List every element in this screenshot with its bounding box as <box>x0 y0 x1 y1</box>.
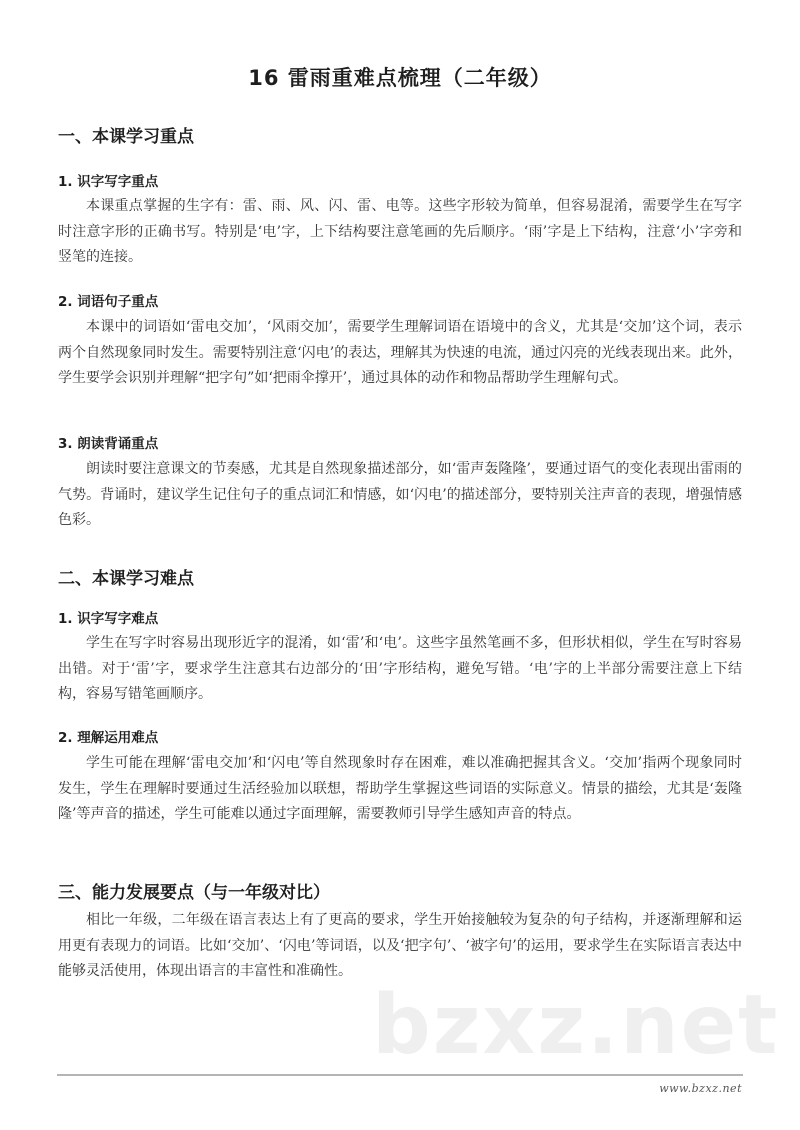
footer-url: www.bzxz.net <box>659 1082 742 1095</box>
document-title: 16 雷雨重难点梳理（二年级） <box>248 66 552 90</box>
paragraph-ability-development: 相比一年级，二年级在语言表达上有了更高的要求，学生开始接触较为复杂的句子结构，并逐渐理解和运用更有表现力的词语。比如‘交加’、‘闪电’等词语，以及‘把字句’、‘被字句’的运用，要求学生在实际语言表达中能够灵活使用，体现出语言的丰富性和准确性。 <box>58 912 742 979</box>
paragraph-comprehension-difficulty: 学生可能在理解‘雷电交加’和‘闪电’等自然现象时存在困难，难以准确把握其含义。‘交加’指两个现象同时发生，学生在理解时要通过生活经验加以联想，帮助学生掌握这些词语的实际意义。情景的描绘，尤其是‘轰隆隆’等声音的描述，学生可能难以通过字面理解，需要教师引导学生感知声音的特点。 <box>58 755 742 822</box>
subsection-heading-literacy-writing-key: 1. 识字写字重点 <box>58 174 159 190</box>
section-heading-key-points: 一、本课学习重点 <box>58 127 194 147</box>
subsection-heading-literacy-writing-difficulty: 1. 识字写字难点 <box>58 611 159 627</box>
subsection-heading-words-sentences-key: 2. 词语句子重点 <box>58 294 159 310</box>
paragraph-words-sentences-key: 本课中的词语如‘雷电交加’，‘风雨交加’，需要学生理解词语在语境中的含义，尤其是‘交加’这个词，表示两个自然现象同时发生。需要特别注意‘闪电’的表达，理解其为快速的电流，通过闪亮的光线表现出来。此外，学生要学会识别并理解“把字句”如‘把雨伞撑开’，通过具体的动作和物品帮助学生理解句式。 <box>58 319 742 386</box>
paragraph-literacy-writing-key: 本课重点掌握的生字有：雷、雨、风、闪、雷、电等。这些字形较为简单，但容易混淆，需要学生在写字时注意字形的正确书写。特别是‘电’字，上下结构要注意笔画的先后顺序。‘雨’字是上下结构，注意‘小’字旁和竖笔的连接。 <box>58 198 742 265</box>
watermark-text: bzxz.net <box>372 978 780 1073</box>
paragraph-literacy-writing-difficulty: 学生在写字时容易出现形近字的混淆，如‘雷’和‘电’。这些字虽然笔画不多，但形状相似，学生在写时容易出错。对于‘雷’字，要求学生注意其右边部分的‘田’字形结构，避免写错。‘电’字的上半部分需要注意上下结构，容易写错笔画顺序。 <box>58 635 742 702</box>
section-heading-difficulties: 二、本课学习难点 <box>58 569 194 589</box>
paragraph-reading-recitation-key: 朗读时要注意课文的节奏感，尤其是自然现象描述部分，如‘雷声轰隆隆’，要通过语气的变化表现出雷雨的气势。背诵时，建议学生记住句子的重点词汇和情感，如‘闪电’的描述部分，要特别关注声音的表现，增强情感色彩。 <box>58 461 742 528</box>
subsection-heading-reading-recitation-key: 3. 朗读背诵重点 <box>58 436 159 452</box>
footer-divider <box>57 1074 743 1076</box>
section-heading-ability-development: 三、能力发展要点（与一年级对比） <box>58 883 330 903</box>
subsection-heading-comprehension-difficulty: 2. 理解运用难点 <box>58 730 159 746</box>
